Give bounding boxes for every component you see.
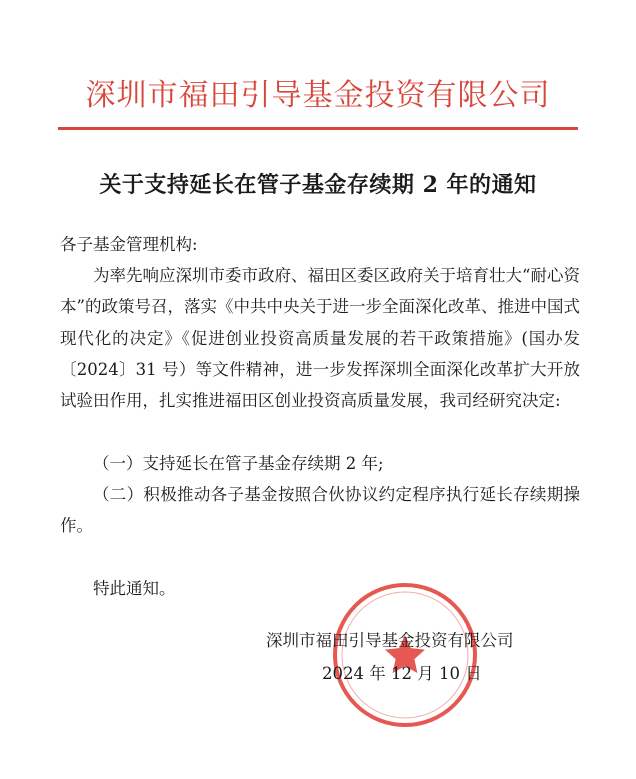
signature-date: 2024 年 12 月 10 日 xyxy=(322,664,482,683)
body-paragraph: 为率先响应深圳市委市政府、福田区委区政府关于培育壮大“耐心资本”的政策号召，落实《中共中央关于进一步全面深化改革、推进中国式现代化的决定》《促进创业投资高质量发展的若干政策措施》(国办发〔2024〕31 号）等文件精神，进一步发挥深圳全面深化改革扩大开放试验田作用，扎实推进福田区创业投资高质量发展，我司经研究决定: xyxy=(60,266,580,411)
document-title: 关于支持延长在管子基金存续期 2 年的通知 xyxy=(99,172,537,198)
salutation: 各子基金管理机构: xyxy=(60,235,198,254)
decision-item-1: （一）支持延长在管子基金存续期 2 年; xyxy=(93,454,384,473)
closing-remark: 特此通知。 xyxy=(93,579,176,598)
decision-item-2: （二）积极推动各子基金按照合伙协议约定程序执行延长存续期操作。 xyxy=(60,485,580,536)
red-divider xyxy=(58,127,578,130)
signature-organization: 深圳市福田引导基金投资有限公司 xyxy=(266,631,514,650)
official-seal xyxy=(330,580,480,730)
letterhead: 深圳市福田引导基金投资有限公司 xyxy=(85,78,551,113)
